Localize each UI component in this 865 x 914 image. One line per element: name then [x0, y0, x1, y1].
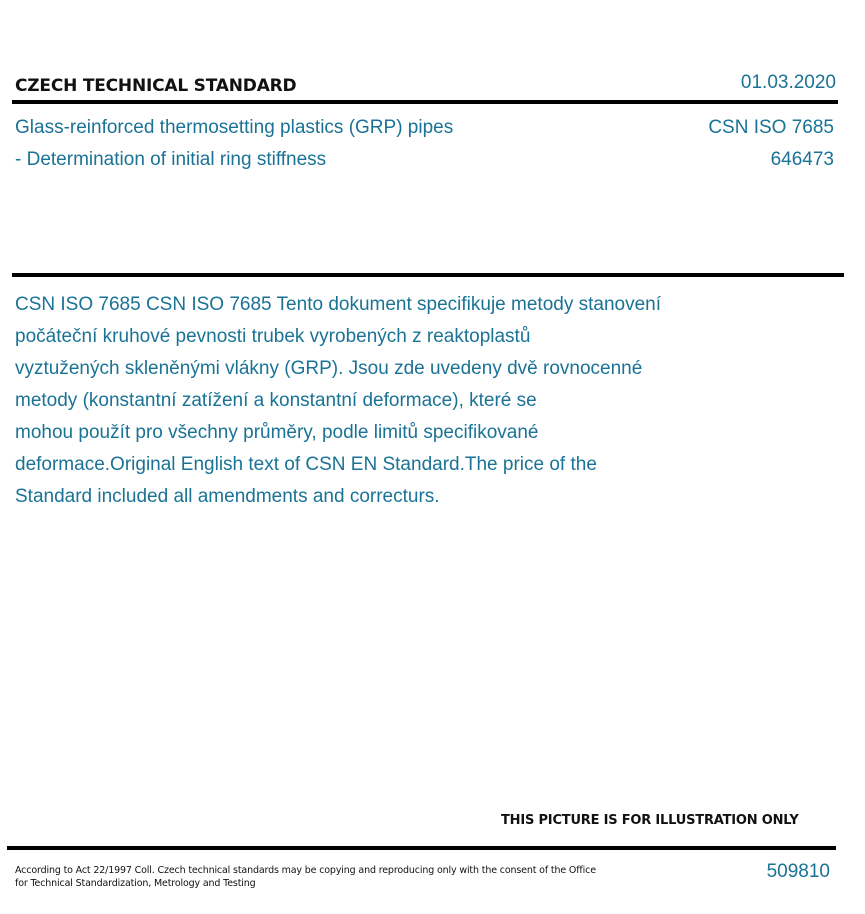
abstract-line: deformace.Original English text of CSN EN Standard.The price of the: [15, 454, 597, 475]
abstract-line: Standard included all amendments and correcturs.: [15, 486, 440, 507]
abstract-line: vyztužených skleněnými vlákny (GRP). Jsou zde uvedeny dvě rovnocenné: [15, 358, 643, 379]
abstract-line: metody (konstantní zatížení a konstantní deformace), které se: [15, 390, 537, 411]
footer-number: 509810: [766, 861, 830, 882]
document-type-label: CZECH TECHNICAL STANDARD: [15, 76, 297, 96]
abstract-line: mohou použít pro všechny průměry, podle limitů specifikované: [15, 422, 539, 443]
bottom-divider: [7, 846, 836, 850]
standard-number: 646473: [770, 149, 834, 170]
abstract-text: [15, 289, 795, 513]
standard-title-line-1: Glass-reinforced thermosetting plastics (GRP) pipes: [15, 117, 454, 138]
abstract-line: počáteční kruhové pevnosti trubek vyrobených z reaktoplastů: [15, 326, 531, 347]
legal-notice-line-2: for Technical Standardization, Metrology and Testing: [15, 878, 256, 889]
illustration-disclaimer: THIS PICTURE IS FOR ILLUSTRATION ONLY: [501, 813, 799, 828]
top-divider: [12, 100, 838, 104]
standard-code: CSN ISO 7685: [708, 117, 834, 138]
legal-notice: [15, 864, 596, 890]
middle-divider: [12, 273, 844, 277]
abstract-line: CSN ISO 7685 CSN ISO 7685 Tento dokument specifikuje metody stanovení: [15, 294, 661, 315]
publication-date: 01.03.2020: [740, 72, 836, 93]
legal-notice-line-1: According to Act 22/1997 Coll. Czech technical standards may be copying and reproducing only with the consent of the Office: [15, 865, 596, 876]
standard-title-line-2: - Determination of initial ring stiffness: [15, 149, 327, 170]
